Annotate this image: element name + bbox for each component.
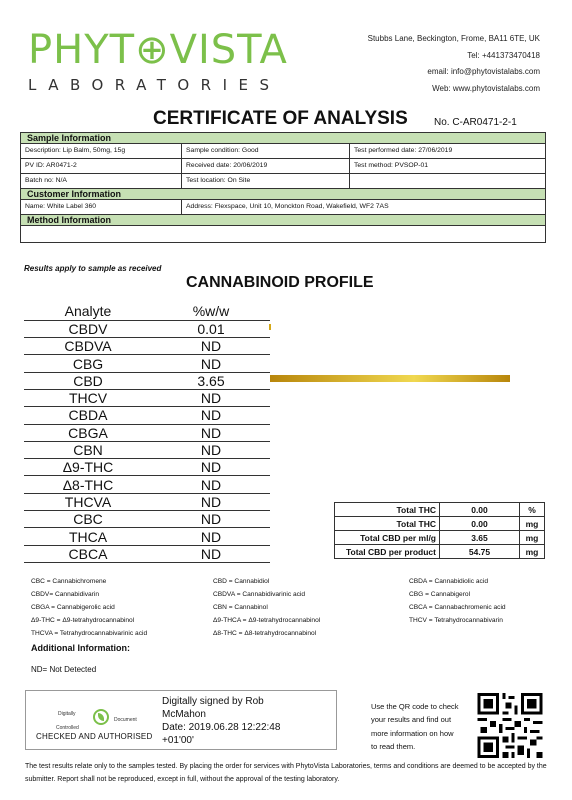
analyte-cell: CBC xyxy=(24,511,152,528)
value-cell: ND xyxy=(152,338,270,355)
total-label: Total THC xyxy=(335,503,440,517)
contact-block xyxy=(368,31,540,97)
test-location: Test location: On Site xyxy=(182,174,350,188)
analyte-cell: CBGA xyxy=(24,424,152,441)
value-cell: ND xyxy=(152,389,270,406)
glossary-entry: CBD = Cannabidiol xyxy=(213,578,270,585)
total-value: 0.00 xyxy=(440,503,520,517)
qr-text-line: Use the QR code to check xyxy=(371,702,459,711)
analyte-cell: Δ9-THC xyxy=(24,459,152,476)
cannabinoid-table xyxy=(24,303,270,563)
total-unit: mg xyxy=(520,517,545,531)
logo-name: PHYT⊕VISTA xyxy=(28,27,288,73)
table-row xyxy=(24,459,270,476)
glossary-entry: Δ8-THC = Δ8-tetrahydrocannabinol xyxy=(213,630,317,637)
glossary-entry: CBN = Cannabinol xyxy=(213,604,268,611)
glossary-entry: THCVA = Tetrahydrocannabivarinic acid xyxy=(31,630,148,637)
value-cell: ND xyxy=(152,493,270,510)
analyte-cell: CBN xyxy=(24,441,152,458)
table-row xyxy=(24,355,270,372)
table-row xyxy=(24,320,270,337)
cbdv-bar xyxy=(269,324,271,330)
received-date: Received date: 20/06/2019 xyxy=(182,159,350,173)
qr-instructions xyxy=(371,700,459,753)
contact-address: Stubbs Lane, Beckington, Frome, BA11 6TE, UK xyxy=(367,34,540,43)
contact-web[interactable]: Web: www.phytovistalabs.com xyxy=(432,83,540,93)
table-header-row xyxy=(24,303,270,320)
glossary-entry: CBDVA = Cannabidivarinic acid xyxy=(213,591,306,598)
badge-text-top: Digitally xyxy=(58,711,76,717)
additional-info-heading: Additional Information: xyxy=(31,643,130,653)
analyte-cell: CBDV xyxy=(24,320,152,337)
total-label: Total CBD per ml/g xyxy=(335,531,440,545)
sample-info-table xyxy=(20,132,546,243)
table-row xyxy=(24,407,270,424)
cbd-bar xyxy=(270,375,510,382)
contact-tel: Tel: +441373470418 xyxy=(467,50,540,60)
total-value: 3.65 xyxy=(440,531,520,545)
sample-description: Description: Lip Balm, 50mg, 15g xyxy=(21,144,182,158)
test-method: Test method: PVSOP-01 xyxy=(354,162,429,169)
analyte-cell: CBD xyxy=(24,372,152,389)
contact-email[interactable]: email: info@phytovistalabs.com xyxy=(427,67,540,76)
digital-signature[interactable] xyxy=(162,695,280,747)
table-row xyxy=(24,545,270,562)
analyte-cell: THCV xyxy=(24,389,152,406)
glossary-column xyxy=(31,575,147,640)
document-controlled-badge xyxy=(34,695,159,747)
page-title: CERTIFICATE OF ANALYSIS xyxy=(153,108,408,129)
column-header-unit: %w/w xyxy=(152,303,270,320)
glossary-column xyxy=(409,575,506,627)
qr-text-line: to read them. xyxy=(371,741,416,751)
glossary-entry: CBDA = Cannabidiolic acid xyxy=(409,578,488,585)
glossary-entry: Δ9-THCA = Δ9-tetrahydrocannabinol xyxy=(213,617,321,624)
glossary-entry: CBCA = Cannabachromenic acid xyxy=(409,604,506,611)
table-row xyxy=(24,476,270,493)
profile-title: CANNABINOID PROFILE xyxy=(186,274,374,291)
company-logo xyxy=(28,27,288,94)
totals-row xyxy=(335,517,545,531)
analyte-cell: THCA xyxy=(24,528,152,545)
totals-row xyxy=(335,531,545,545)
totals-row xyxy=(335,503,545,517)
value-cell: ND xyxy=(152,545,270,562)
qr-text-line: more information on how xyxy=(371,728,454,738)
value-cell: ND xyxy=(152,441,270,458)
glossary-entry: CBGA = Cannabigerolic acid xyxy=(31,604,115,611)
table-row xyxy=(24,338,270,355)
table-row xyxy=(24,441,270,458)
value-cell: ND xyxy=(152,511,270,528)
badge-text-mid: Document xyxy=(114,717,137,723)
total-unit: mg xyxy=(520,545,545,559)
table-row xyxy=(21,144,545,159)
table-row xyxy=(24,493,270,510)
signature-line: Digitally signed by Rob xyxy=(162,696,264,707)
qr-text-line: your results and find out xyxy=(371,715,452,725)
pv-id: PV ID: AR0471-2 xyxy=(21,159,182,173)
value-cell: ND xyxy=(152,355,270,372)
customer-info-heading: Customer Information xyxy=(21,189,545,200)
test-date: Test performed date: 27/06/2019 xyxy=(354,147,453,154)
total-unit: % xyxy=(520,503,545,517)
total-value: 54.75 xyxy=(440,545,520,559)
glossary-entry: Δ9-THC = Δ9-tetrahydrocannabinol xyxy=(31,617,135,624)
signature-line: Date: 2019.06.28 12:22:48 xyxy=(162,722,281,733)
signature-line: McMahon xyxy=(162,709,206,720)
sample-condition: Sample condition: Good xyxy=(182,144,350,158)
totals-row xyxy=(335,545,545,559)
analyte-cell: Δ8-THC xyxy=(24,476,152,493)
customer-address: Address: Flexspace, Unit 10, Monckton Road, Wakefield, WF2 7AS xyxy=(186,203,389,210)
table-row xyxy=(24,528,270,545)
analyte-cell: THCVA xyxy=(24,493,152,510)
checked-authorised-label: CHECKED AND AUTHORISED xyxy=(36,732,153,741)
empty-cell xyxy=(350,174,545,188)
analyte-cell: CBDVA xyxy=(24,338,152,355)
sample-info-heading: Sample Information xyxy=(21,133,545,144)
glossary-entry: CBDV= Cannabidivarin xyxy=(31,591,99,598)
certificate-number: No. C-AR0471-2-1 xyxy=(434,117,517,128)
table-row xyxy=(24,511,270,528)
table-row xyxy=(21,174,545,189)
glossary-entry: CBG = Cannabigerol xyxy=(409,591,471,598)
batch-no: Batch no: N/A xyxy=(21,174,182,188)
total-label: Total THC xyxy=(335,517,440,531)
analyte-cell: CBG xyxy=(24,355,152,372)
glossary-column xyxy=(213,575,320,640)
analyte-cell: CBCA xyxy=(24,545,152,562)
customer-name: Name: White Label 360 xyxy=(21,200,182,214)
value-cell: ND xyxy=(152,459,270,476)
nd-note: ND= Not Detected xyxy=(31,665,97,674)
column-header-analyte: Analyte xyxy=(24,303,152,320)
method-info-row xyxy=(21,226,545,242)
value-cell: ND xyxy=(152,407,270,424)
total-unit: mg xyxy=(520,531,545,545)
table-row xyxy=(24,424,270,441)
analyte-cell: CBDA xyxy=(24,407,152,424)
glossary-entry: THCV = Tetrahydrocannabivarin xyxy=(409,617,503,624)
totals-table xyxy=(334,502,545,559)
value-cell: 0.01 xyxy=(152,320,270,337)
value-cell: ND xyxy=(152,424,270,441)
table-row xyxy=(24,389,270,406)
method-info-heading: Method Information xyxy=(21,215,545,226)
table-row xyxy=(21,200,545,215)
signature-box xyxy=(25,690,337,750)
table-row xyxy=(24,372,270,389)
logo-subtitle: LABORATORIES xyxy=(28,76,281,94)
total-label: Total CBD per product xyxy=(335,545,440,559)
table-row xyxy=(21,159,545,174)
value-cell: ND xyxy=(152,528,270,545)
glossary-entry: CBC = Cannabichromene xyxy=(31,578,107,585)
value-cell: 3.65 xyxy=(152,372,270,389)
qr-code-icon[interactable] xyxy=(475,693,545,758)
value-cell: ND xyxy=(152,476,270,493)
results-note: Results apply to sample as received xyxy=(24,264,162,273)
total-value: 0.00 xyxy=(440,517,520,531)
footer-disclaimer: The test results relate only to the samples tested. By placing the order for services with PhytoVista Laboratories, terms and conditions are deemed to be accepted by the submitter. Report shall not be reproduced, except in full, without the approval of the testing laboratory. xyxy=(25,763,547,783)
signature-line: +01'00' xyxy=(162,735,194,746)
badge-text-bottom: Controlled xyxy=(56,725,79,731)
